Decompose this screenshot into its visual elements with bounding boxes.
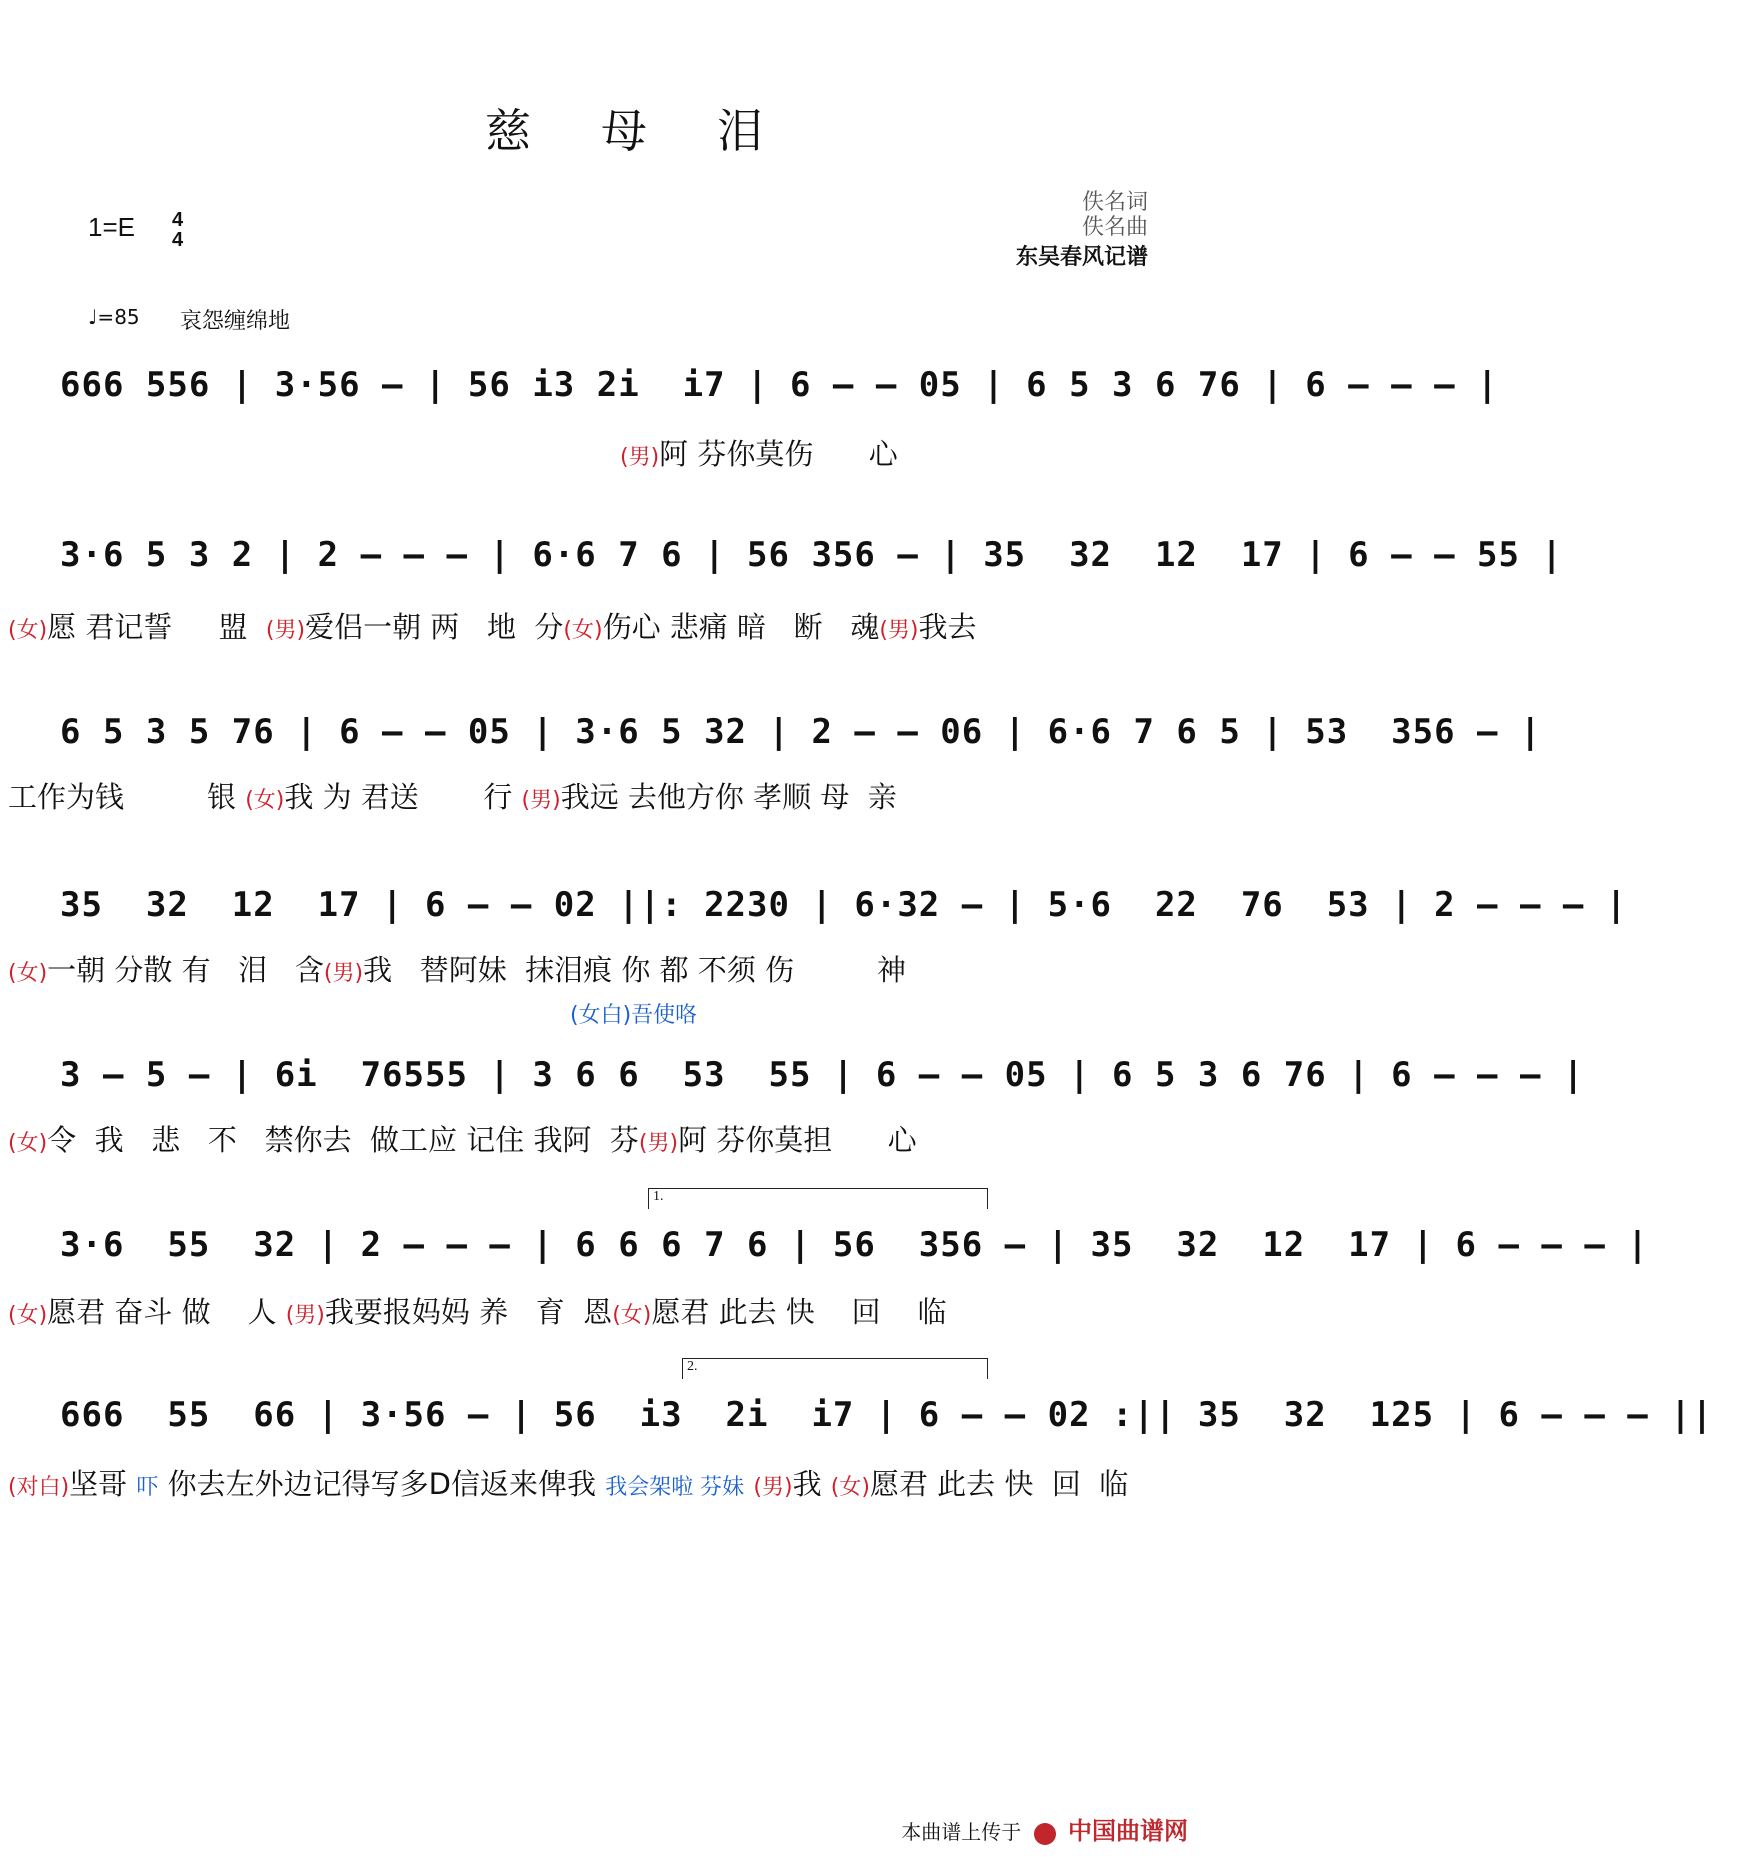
lyric-text: 我 为 君送 行	[284, 780, 522, 814]
singer-role: (男)	[753, 1475, 793, 1500]
singer-role: (男)	[323, 961, 364, 986]
notation-line: 666 556 | 3·56 – | 56 i3 2i i7 | 6 – – 05 | 6 5 3 6 76 | 6 – – – |	[60, 365, 1499, 405]
spoken-aside: (女白)吾使咯	[570, 1003, 698, 1028]
footer-brand[interactable]: 中国曲谱网	[1068, 1817, 1188, 1845]
lyric-text: 爱侣一朝 两 地 分	[305, 610, 564, 644]
lyric-line	[8, 1290, 1128, 1331]
lyric-line	[620, 432, 1740, 473]
composer-credit: 佚名曲	[1081, 215, 1148, 240]
transcriber-credit: 东吴春风记谱	[1015, 245, 1148, 270]
singer-role: (男)	[521, 788, 561, 813]
lyric-line	[8, 948, 1128, 989]
tempo-marking: ♩=85	[88, 305, 140, 329]
singer-role: (女)	[8, 961, 48, 986]
lyric-line	[8, 605, 1128, 646]
lyric-text: 我去	[918, 610, 977, 644]
notation-line: 666 55 66 | 3·56 – | 56 i3 2i i7 | 6 – – 02 :|| 35 32 125 | 6 – – – ||	[60, 1395, 1714, 1435]
notation-line: 35 32 12 17 | 6 – – 02 ||: 2230 | 6·32 – | 5·6 22 76 53 | 2 – – – |	[60, 885, 1628, 925]
singer-role: (女)	[8, 1303, 48, 1328]
lyric-text: 愿君 此去 快 回 临	[651, 1295, 947, 1329]
lyricist-credit: 佚名词	[1081, 190, 1148, 215]
lyric-text: 我要报妈妈 养 育 恩	[324, 1295, 613, 1329]
spoken-word: 我会架啦 芬妹	[605, 1475, 745, 1500]
lyric-text: 工作为钱 银	[8, 780, 246, 814]
singer-role: (女)	[8, 1131, 48, 1156]
notation-line: 6 5 3 5 76 | 6 – – 05 | 3·6 5 32 | 2 – – 06 | 6·6 7 6 5 | 53 356 – |	[60, 712, 1542, 752]
site-logo-icon	[1034, 1823, 1056, 1845]
lyric-line	[8, 1118, 1128, 1159]
singer-role: (男)	[638, 1131, 679, 1156]
lyric-text: 我 替阿妹 抹泪痕 你 都 不须 伤 神	[363, 953, 907, 987]
lyric-text: 愿君 此去 快 回 临	[869, 1467, 1129, 1501]
lyric-text: 坚哥	[69, 1467, 137, 1501]
lyric-text: 令 我 悲 不 禁你去 做工应 记住 我阿 芬	[47, 1123, 639, 1157]
lyric-text: 你去左外边记得写多D信返来俾我	[158, 1467, 606, 1501]
singer-role: (女)	[245, 788, 285, 813]
singer-role: (对白)	[8, 1475, 70, 1500]
notation-line: 3 – 5 – | 6i 76555 | 3 6 6 53 55 | 6 – – 05 | 6 5 3 6 76 | 6 – – – |	[60, 1055, 1585, 1095]
spoken-word: 吓	[136, 1475, 159, 1500]
lyric-line	[8, 1462, 1128, 1503]
lyric-text: 愿君 奋斗 做 人	[47, 1295, 286, 1329]
lyric-text: 伤心 悲痛 暗 断 魂	[602, 610, 880, 644]
singer-role: (女)	[830, 1475, 870, 1500]
lyric-text: 我	[792, 1467, 831, 1501]
footer-prefix: 本曲谱上传于	[901, 1820, 1022, 1844]
time-signature: 4 4	[172, 209, 184, 251]
singer-role: (女)	[612, 1303, 652, 1328]
lyric-text: 愿 君记誓 盟	[47, 610, 266, 644]
lyric-text: 一朝 分散 有 泪 含	[47, 953, 324, 987]
singer-role: (女)	[563, 618, 603, 643]
lyric-text: 阿 芬你莫伤 心	[659, 437, 898, 471]
lyric-text: 我远 去他方你 孝顺 母 亲	[560, 780, 897, 814]
lyric-line	[8, 775, 1128, 816]
volta-bracket-1: 1.	[648, 1188, 988, 1209]
song-title: 慈母泪	[485, 104, 833, 158]
singer-role: (男)	[879, 618, 919, 643]
singer-role: (男)	[265, 618, 306, 643]
singer-role: (女)	[8, 618, 48, 643]
lyric-text: 阿 芬你莫担 心	[678, 1123, 917, 1157]
footer	[901, 1811, 1188, 1846]
singer-role: (男)	[620, 445, 660, 470]
notation-line: 3·6 55 32 | 2 – – – | 6 6 6 7 6 | 56 356 – | 35 32 12 17 | 6 – – – |	[60, 1225, 1649, 1265]
volta-bracket-2: 2.	[682, 1358, 988, 1379]
expression-marking: 哀怨缠绵地	[180, 309, 291, 334]
singer-role: (男)	[285, 1303, 325, 1328]
notation-line: 3·6 5 3 2 | 2 – – – | 6·6 7 6 | 56 356 – | 35 32 12 17 | 6 – – 55 |	[60, 535, 1563, 575]
key-signature: 1=E	[88, 212, 135, 242]
